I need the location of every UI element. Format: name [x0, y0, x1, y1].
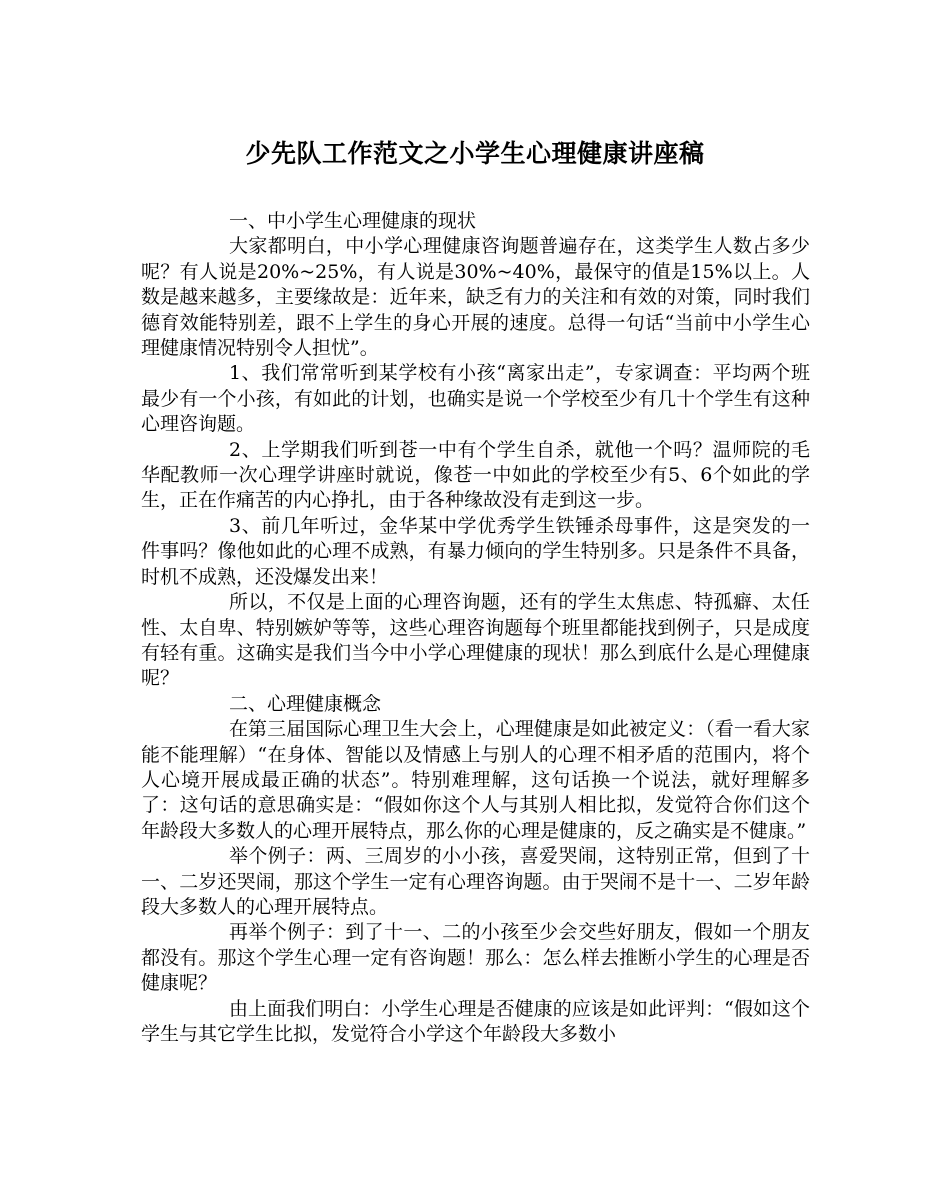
- section-heading: 二、心理健康概念: [229, 692, 382, 715]
- paragraph: 2、上学期我们听到苍一中有个学生自杀，就他一个吗？温师院的毛华配教师一次心理学讲座时就说，像苍一中如此的学校至少有5、6个如此的学生，正在作痛苦的内心挣扎，由于各种缘故没有走到这一步。: [141, 438, 810, 512]
- paragraph: 再举个例子：到了十一、二的小孩至少会交些好朋友，假如一个朋友都没有。那这个学生心理一定有咨询题！那么：怎么样去推断小学生的心理是否健康呢？: [141, 921, 810, 995]
- section-heading: 一、中小学生心理健康的现状: [229, 210, 477, 232]
- document-title: 少先队工作范文之小学生心理健康讲座稿: [245, 139, 705, 168]
- paragraph: 由上面我们明白：小学生心理是否健康的应该是如此评判：“假如这个学生与其它学生比拟，发觉符合小学这个年龄段大多数小: [141, 997, 810, 1045]
- paragraph: 1、我们常常听到某学校有小孩“离家出走”，专家调查：平均两个班最少有一个小孩，有如此的计划，也确实是说一个学校至少有几十个学生有这种心理咨询题。: [141, 362, 810, 436]
- paragraph: 所以，不仅是上面的心理咨询题，还有的学生太焦虑、特孤癖、太任性、太自卑、特别嫉妒等等，这些心理咨询题每个班里都能找到例子，只是成度有轻有重。这确实是我们当今中小学心理健康的现状！那么到底什么是心理健康呢？: [141, 591, 810, 690]
- paragraph: 3、前几年听过，金华某中学优秀学生铁锤杀母事件，这是突发的一件事吗？像他如此的心理不成熟，有暴力倾向的学生特别多。只是条件不具备，时机不成熟，还没爆发出来！: [141, 514, 810, 588]
- paragraph: 举个例子：两、三周岁的小小孩，喜爱哭闹，这特别正常，但到了十一、二岁还哭闹，那这个学生一定有心理咨询题。由于哭闹不是十一、二岁年龄段大多数人的心理开展特点。: [141, 845, 810, 918]
- paragraph: 大家都明白，中小学心理健康咨询题普遍存在，这类学生人数占多少呢？有人说是20%~25%，有人说是30%~40%，最保守的值是15%以上。人数是越来越多，主要缘故是：近年来，缺乏有力的关注和有效的对策，同时我们德育效能特别差，跟不上学生的身心开展的速度。总得一句话“当前中小学生心理健康情况特别令人担忧”。: [141, 235, 810, 360]
- paragraph: 在第三届国际心理卫生大会上，心理健康是如此被定义：（看一看大家能不能理解）“在身体、智能以及情感上与别人的心理不相矛盾的范围内，将个人心境开展成最正确的状态”。特别难理解，这句话换一个说法，就好理解多了：这句话的意思确实是：“假如你这个人与其别人相比拟，发觉符合你们这个年龄段大多数人的心理开展特点，那么你的心理是健康的，反之确实是不健康。”: [141, 718, 810, 842]
- document-body: [141, 209, 810, 1047]
